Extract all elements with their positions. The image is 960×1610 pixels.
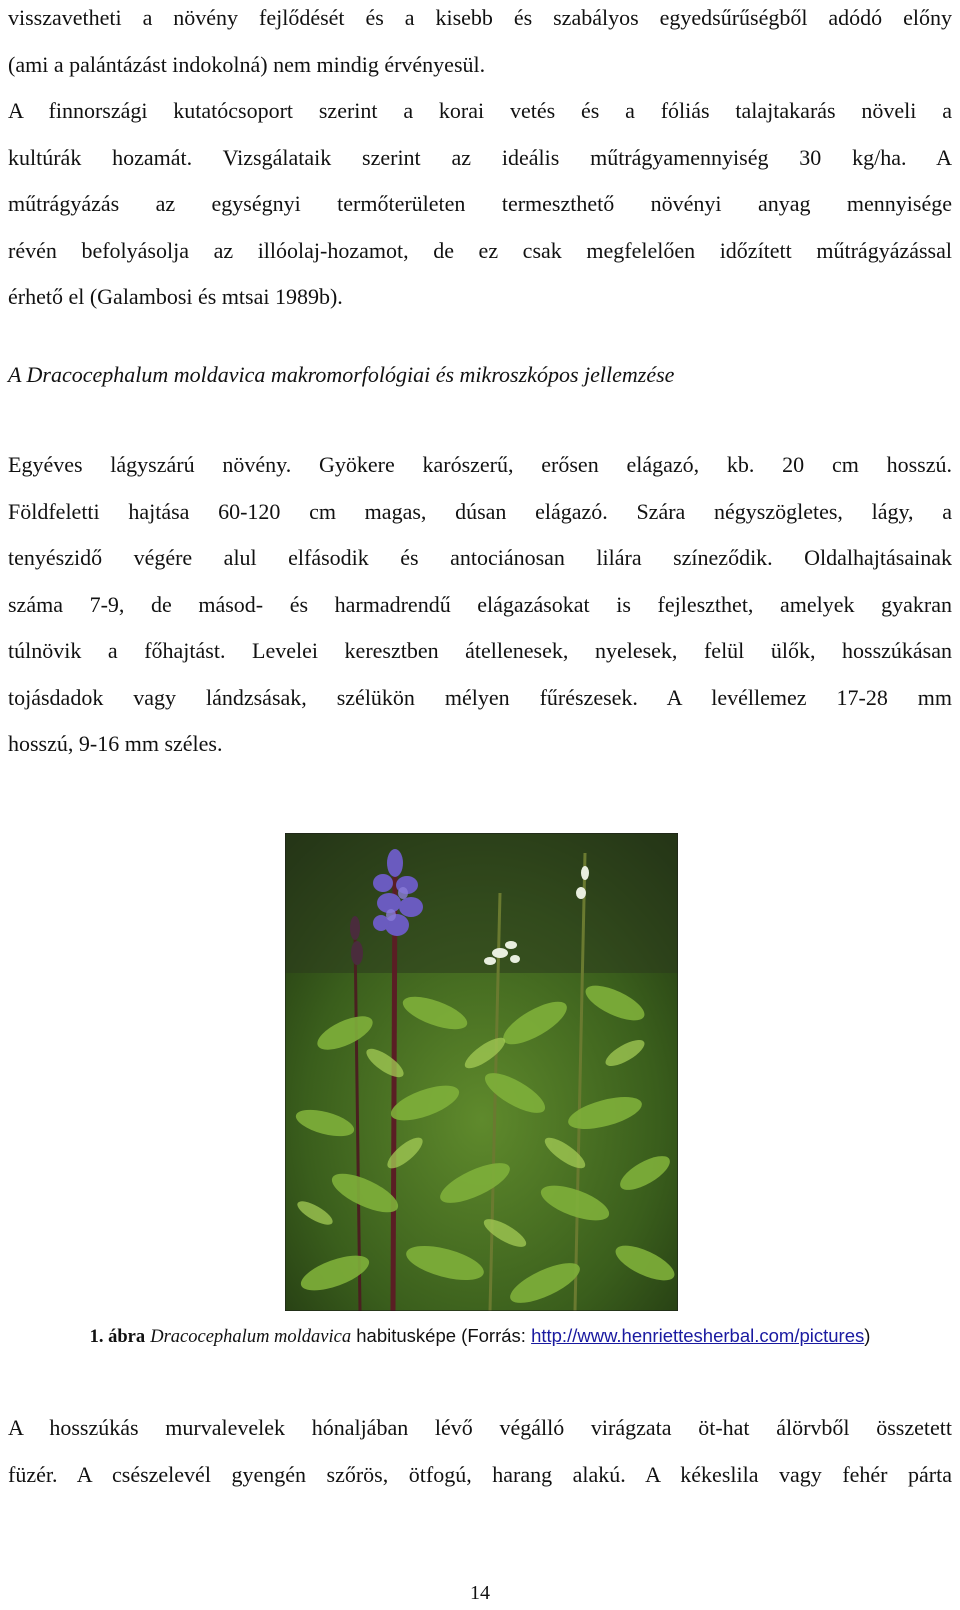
text-line: száma 7-9, de másod- és harmadrendű elágazásokat is fejleszthet, amelyek gyakran (8, 591, 952, 617)
source-link[interactable]: http://www.henriettesherbal.com/pictures (531, 1325, 865, 1346)
text-line: A hosszúkás murvalevelek hónaljában lévő végálló virágzata öt-hat álörvből összetett (8, 1415, 952, 1440)
text-line: (ami a palántázást indokolná) nem mindig érvényesül. (8, 51, 486, 77)
text-line: tojásdadok vagy lándzsásak, szélükön mélyen fűrészesek. A levéllemez 17-28 mm (8, 684, 952, 710)
paragraph-description (8, 442, 952, 768)
paragraph-intro (8, 0, 952, 321)
text-line: A finnországi kutatócsoport szerint a korai vetés és a fóliás talajtakarás növeli a (8, 98, 952, 123)
text-line: túlnövik a főhajtást. Levelei keresztben átellenesek, nyelesek, felül ülők, hosszúkásan (8, 638, 952, 663)
text-line: Egyéves lágyszárú növény. Gyökere karószerű, erősen elágazó, kb. 20 cm hosszú. (8, 452, 952, 477)
text-line: révén befolyásolja az illóolaj-hozamot, de ez csak megfelelően időzített műtrágyázással (8, 237, 952, 263)
paragraph-inflorescence (8, 1405, 952, 1498)
figure-caption (0, 1325, 960, 1348)
text-line: műtrágyázás az egységnyi termőterületen termeszthető növényi anyag mennyisége (8, 191, 952, 216)
caption-text: habitusképe (Forrás: (351, 1325, 532, 1346)
caption-label: 1. ábra (89, 1327, 146, 1347)
text-line: hosszú, 9-16 mm széles. (8, 731, 223, 756)
caption-close: ) (864, 1325, 871, 1346)
caption-species: Dracocephalum moldavica (150, 1327, 352, 1347)
text-line: Földfeletti hajtása 60-120 cm magas, dúsan elágazó. Szára négyszögletes, lágy, a (8, 498, 952, 524)
plant-photo (285, 833, 678, 1311)
page-number: 14 (470, 1582, 490, 1604)
text-line: visszavetheti a növény fejlődését és a kisebb és szabályos egyedsűrűségből adódó előny (8, 5, 952, 30)
text-line: tenyészidő végére alul elfásodik és antociánosan lilára színeződik. Oldalhajtásainak (8, 545, 952, 570)
text-line: érhető el (Galambosi és mtsai 1989b). (8, 284, 343, 309)
text-line: füzér. A csészelevél gyengén szőrös, ötfogú, harang alakú. A kékeslila vagy fehér párta (8, 1461, 952, 1487)
section-heading: A Dracocephalum moldavica makromorfológiai és mikroszkópos jellemzése (8, 362, 675, 387)
text-line: kultúrák hozamát. Vizsgálataik szerint az ideális műtrágyamennyiség 30 kg/ha. A (8, 144, 952, 170)
